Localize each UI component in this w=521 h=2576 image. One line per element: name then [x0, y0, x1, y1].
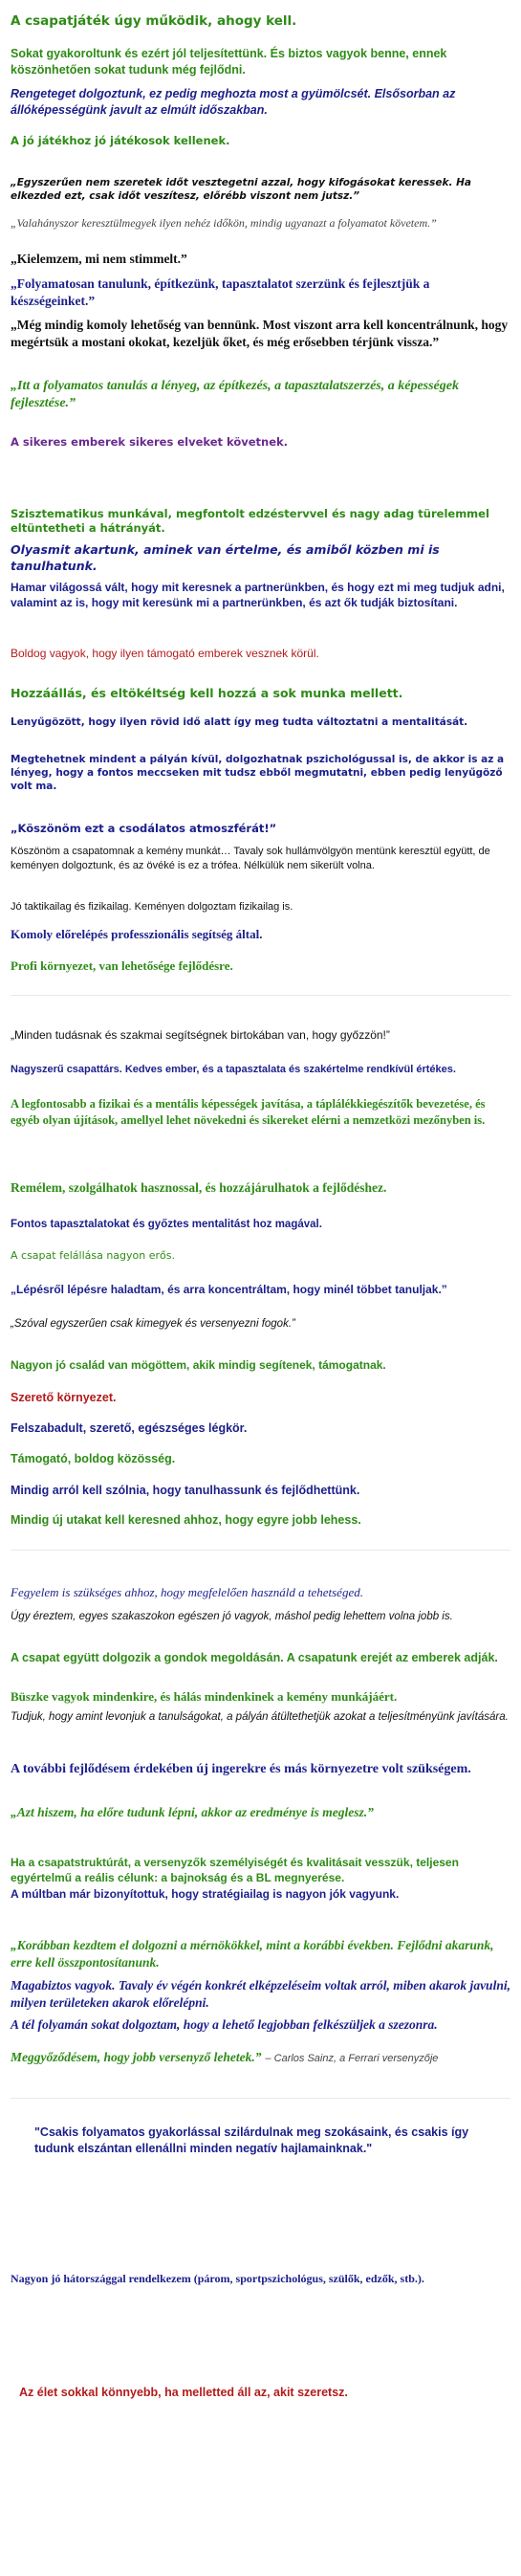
quote-attribution: – Carlos Sainz, a Ferrari versenyzője	[265, 2053, 439, 2064]
quote: Szisztematikus munkával, megfontolt edzéstervvel és nagy adag türelemmel eltüntetheti a hátrányát.	[11, 507, 489, 536]
quote: Remélem, szolgálhatok hasznossal, és hozzájárulhatok a fejlődéshez.	[11, 1180, 387, 1195]
quote: „Valahányszor keresztülmegyek ilyen nehéz időkön, mindig ugyanazt a folyamatot követem.”	[11, 216, 437, 230]
quote: Jó taktikailag és fizikailag. Keményen dolgoztam fizikailag is.	[11, 901, 293, 913]
section-divider	[11, 2098, 510, 2099]
quote: „Itt a folyamatos tanulás a lényeg, az építkezés, a tapasztalatszerzés, a képességek fejlesztése.”	[11, 379, 459, 411]
quote: Fontos tapasztalatokat és győztes mentalitást hoz magával.	[11, 1219, 322, 1230]
quote: „Még mindig komoly lehetőség van bennünk. Most viszont arra kell koncentrálnunk, hogy megértsük a mostani okokat, kezeljük őket, és még erősebben térjünk vissza.”	[11, 318, 509, 349]
quote: Sokat gyakoroltunk és ezért jól teljesítettünk. És biztos vagyok benne, ennek köszönhetően sokat tudunk még fejlődni.	[11, 47, 447, 77]
quote: Az élet sokkal könnyebb, ha melletted áll az, akit szeretsz.	[19, 2386, 348, 2399]
quote: A csapatjáték úgy működik, ahogy kell.	[11, 13, 297, 29]
quote: „Folyamatosan tanulunk, építkezünk, tapasztalatot szerzünk és fejlesztjük a készségeinket.”	[11, 276, 430, 308]
quote: Rengeteget dolgoztunk, ez pedig meghozta most a gyümölcsét. Elsősorban az állóképességünk javult az elmúlt időszakban.	[11, 87, 456, 117]
quote: Profi környezet, van lehetősége fejlődésre.	[11, 958, 233, 973]
quote: „Minden tudásnak és szakmai segítségnek birtokában van, hogy győzzön!”	[11, 1028, 390, 1042]
quote: Olyasmit akartunk, aminek van értelme, és amiből közben mi is tanulhatunk.	[11, 542, 440, 573]
quote: „Szóval egyszerűen csak kimegyek és versenyezni fogok.”	[11, 1318, 295, 1330]
quote: Lenyűgözött, hogy ilyen rövid idő alatt így meg tudta változtatni a mentalitását.	[11, 716, 468, 728]
section-divider	[11, 995, 510, 996]
quote: Köszönöm a csapatomnak a kemény munkát… Tavaly sok hullámvölgyön mentünk keresztül együtt, de keményen dolgoztunk, és az övéké is ez a trófea. Nélkülük nem sikerült volna.	[11, 846, 490, 871]
quote: A sikeres emberek sikeres elveket követnek.	[11, 435, 289, 449]
quote: Meggyőződésem, hogy jobb versenyző lehetek.”	[11, 2050, 262, 2064]
quote: Büszke vagyok mindenkire, és hálás mindenkinek a kemény munkájáért.	[11, 1689, 398, 1704]
quote: Felszabadult, szerető, egészséges légkör.	[11, 1421, 248, 1435]
quote: Mindig arról kell szólnia, hogy tanulhassunk és fejlődhettünk.	[11, 1484, 360, 1497]
quote: Komoly előrelépés professzionális segítség által.	[11, 927, 263, 941]
quote: Szerető környezet.	[11, 1391, 117, 1404]
quote: „Kielemzem, mi nem stimmelt.”	[11, 252, 187, 266]
quote: Mindig új utakat kell keresned ahhoz, hogy egyre jobb lehess.	[11, 1513, 361, 1527]
quote: A további fejlődésem érdekében új ingerekre és más környezetre volt szükségem.	[11, 1762, 471, 1776]
quote: Úgy éreztem, egyes szakaszokon egészen jó vagyok, máshol pedig lehettem volna jobb is.	[11, 1611, 453, 1622]
quote: Ha a csapatstruktúrát, a versenyzők személyiségét és kvalitásait vesszük, teljesen egyértelmű a reális célunk: a bajnokság és a BL megnyerése.	[11, 1856, 459, 1884]
quote: A tél folyamán sokat dolgoztam, hogy a lehető legjobban felkészüljek a szezonra.	[11, 2017, 438, 2032]
quote: „Köszönöm ezt a csodálatos atmoszférát!”	[11, 822, 277, 835]
quote: A jó játékhoz jó játékosok kellenek.	[11, 134, 230, 147]
quote: "Csakis folyamatos gyakorlással szilárdulnak meg szokásaink, és csakis így tudunk elszántan ellenállni minden negatív hajlamainknak."	[34, 2125, 469, 2155]
quote: Fegyelem is szükséges ahhoz, hogy megfelelően használd a tehetséged.	[11, 1585, 363, 1599]
quote: A múltban már bizonyítottuk, hogy stratégiailag is nagyon jók vagyunk.	[11, 1887, 400, 1901]
quote: Nagyon jó család van mögöttem, akik mindig segítenek, támogatnak.	[11, 1358, 386, 1372]
quote: Nagyon jó hátországgal rendelkezem (párom, sportpszichológus, szülők, edzők, stb.).	[11, 2272, 424, 2285]
quote: A legfontosabb a fizikai és a mentális képességek javítása, a táplálékkiegészítők bevezetése, és egyéb olyan újítások, amellyel lehet növekedni és sikereket elérni a nemzetközi mezőnyben is.	[11, 1097, 486, 1127]
section-divider	[11, 1550, 510, 1551]
quote: „Lépésről lépésre haladtam, és arra koncentráltam, hogy minél többet tanuljak.”	[11, 1283, 447, 1296]
quote: Magabiztos vagyok. Tavaly év végén konkrét elképzeléseim voltak arról, miben akarok javulni, milyen területeken akarok előrelépni.	[11, 1978, 510, 2010]
quote: Boldog vagyok, hogy ilyen támogató emberek vesznek körül.	[11, 647, 319, 660]
quote: A csapat együtt dolgozik a gondok megoldásán. A csapatunk erejét az emberek adják.	[11, 1651, 498, 1664]
quote: „Korábban kezdtem el dolgozni a mérnökökkel, mint a korábbi években. Fejlődni akarunk, erre kell összpontosítanunk.	[11, 1938, 494, 1970]
quote: Hozzáállás, és eltökéltség kell hozzá a sok munka mellett.	[11, 686, 403, 700]
closing-quote-line	[11, 2047, 511, 2067]
quote: Hamar világossá vált, hogy mit keresnek a partnerünkben, és hogy ezt mi meg tudjuk adni, valamint az is, hogy mit keresünk mi a partnerünkben, és azt ők tudják biztosítani.	[11, 581, 505, 609]
quote: Támogató, boldog közösség.	[11, 1452, 176, 1465]
quote: Megtehetnek mindent a pályán kívül, dolgozhatnak pszichológussal is, de akkor is az a lényeg, hogy a fontos meccseken mit tudsz ebből megmutatni, ebben pedig lenyűgöző volt ma.	[11, 754, 505, 792]
quote: A csapat felállása nagyon erős.	[11, 1249, 175, 1262]
quote: Nagyszerű csapattárs. Kedves ember, és a tapasztalata és szakértelme rendkívül értékes.	[11, 1064, 456, 1075]
quote: „Azt hiszem, ha előre tudunk lépni, akkor az eredménye is meglesz.”	[11, 1805, 374, 1819]
quote: „Egyszerűen nem szeretek időt vesztegetni azzal, hogy kifogásokat keressek. Ha elkezded ezt, csak időt veszítesz, előrébb viszont nem jutsz.”	[11, 177, 471, 202]
quote: Tudjuk, hogy amint levonjuk a tanulságokat, a pályán átültethetjük azokat a teljesítményünk javítására.	[11, 1711, 509, 1723]
